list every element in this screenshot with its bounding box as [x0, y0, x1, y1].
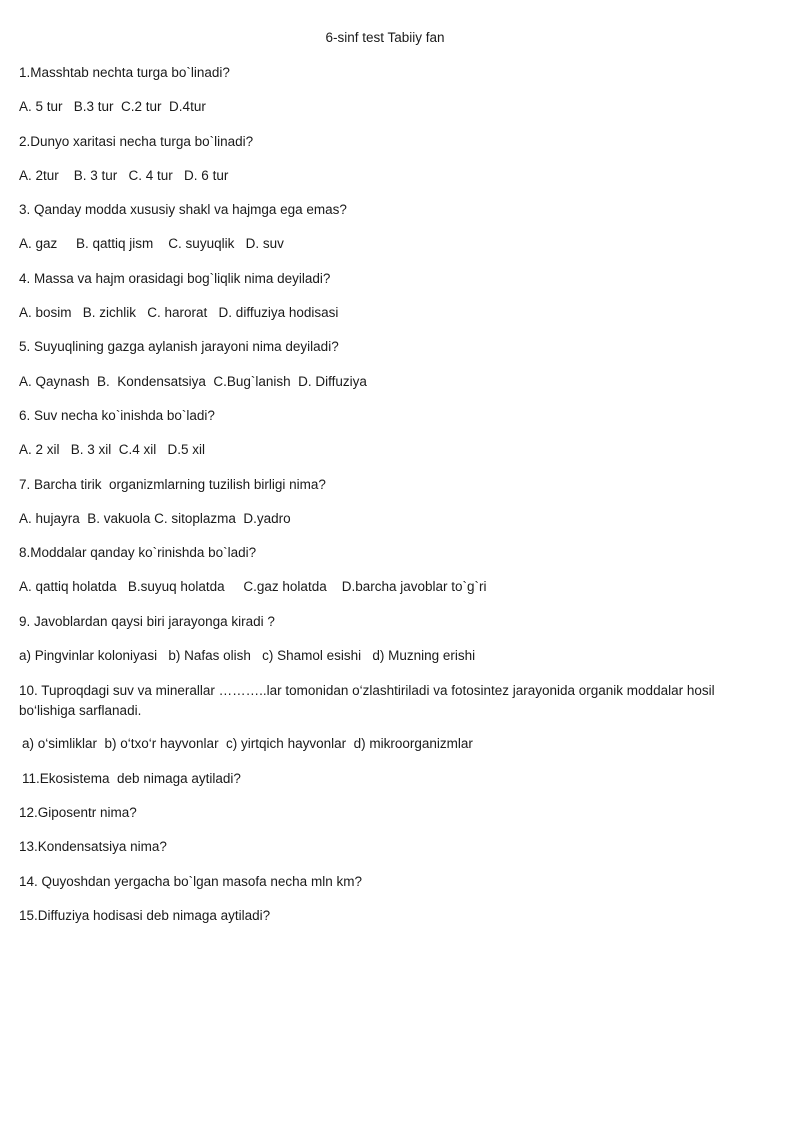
question-1: 1.Masshtab nechta turga bo`linadi?: [19, 65, 230, 80]
question-2: 2.Dunyo xaritasi necha turga bo`linadi?: [19, 133, 254, 149]
document-body: [19, 64, 759, 941]
answers-8: A. qattiq holatda B.suyuq holatda C.gaz holatda D.barcha javoblar to`g`ri: [19, 579, 487, 595]
question-14: 14. Quyoshdan yergacha bo`lgan masofa necha mln km?: [19, 873, 362, 889]
question-5: 5. Suyuqlining gazga aylanish jarayoni nima deyiladi?: [19, 339, 339, 355]
answers-4: A. bosim B. zichlik C. harorat D. diffuziya hodisasi: [19, 305, 339, 321]
question-13: 13.Kondensatsiya nima?: [19, 839, 167, 855]
question-6: 6. Suv necha ko`inishda bo`ladi?: [19, 407, 215, 423]
question-3: 3. Qanday modda xususiy shakl va hajmga ega emas?: [19, 202, 347, 218]
answers-9: a) Pingvinlar koloniyasi b) Nafas olish c) Shamol esishi d) Muzning erishi: [19, 648, 476, 664]
question-12: 12.Giposentr nima?: [19, 804, 137, 820]
question-4: 4. Massa va hajm orasidagi bog`liqlik nima deyiladi?: [19, 270, 331, 286]
answers-7: A. hujayra B. vakuola C. sitoplazma D.yadro: [19, 510, 291, 526]
question-11: 11.Ekosistema deb nimaga aytiladi?: [22, 770, 241, 786]
question-15: 15.Diffuziya hodisasi deb nimaga aytiladi?: [19, 907, 271, 923]
question-9: 9. Javoblardan qaysi biri jarayonga kiradi ?: [19, 613, 275, 629]
document-title: 6-sinf test Tabiiy fan: [325, 30, 445, 45]
question-8: 8.Moddalar qanday ko`rinishda bo`ladi?: [19, 545, 257, 561]
answers-10: a) o‘simliklar b) o‘txo‘r hayvonlar c) yirtqich hayvonlar d) mikroorganizmlar: [22, 736, 473, 752]
question-7: 7. Barcha tirik organizmlarning tuzilish birligi nima?: [19, 476, 326, 492]
answers-6: A. 2 xil B. 3 xil C.4 xil D.5 xil: [19, 442, 206, 458]
question-10: 10. Tuproqdagi suv va minerallar ………..lar tomonidan o‘zlashtiriladi va fotosintez jarayonida organik moddalar hosil bo‘lishiga sarflanadi.: [19, 683, 715, 719]
answers-2: A. 2tur B. 3 tur C. 4 tur D. 6 tur: [19, 167, 229, 183]
answers-3: A. gaz B. qattiq jism C. suyuqlik D. suv: [19, 236, 284, 252]
answers-1: A. 5 tur B.3 tur C.2 tur D.4tur: [19, 99, 206, 115]
answers-5: A. Qaynash B. Kondensatsiya C.Bug`lanish D. Diffuziya: [19, 373, 367, 389]
